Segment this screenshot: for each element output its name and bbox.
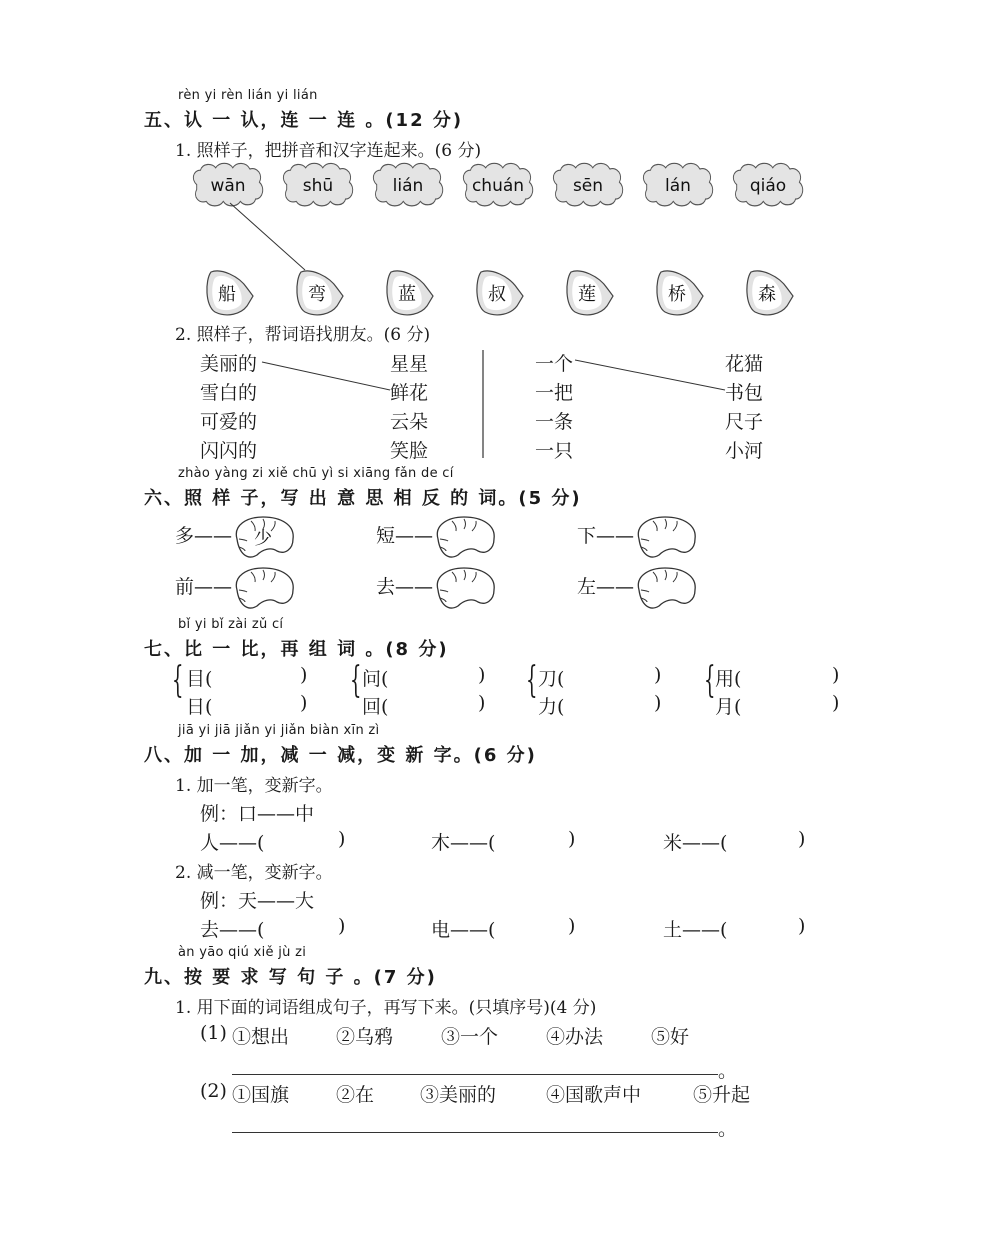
left-col1-item[interactable]: 美丽的 (200, 353, 258, 375)
sentence2-word: ④国歌声中 (546, 1084, 642, 1106)
compare-close: ) (300, 692, 308, 714)
add-stroke-close: ) (798, 828, 806, 850)
sentence1-word: ①想出 (232, 1026, 290, 1048)
right-col2-item[interactable]: 小河 (725, 440, 764, 462)
section6-pinyin: zhào yàng zi xiě chū yì si xiāng fǎn de cí (178, 466, 454, 481)
left-col2-item[interactable]: 笑脸 (390, 440, 429, 462)
left-col1-item[interactable]: 可爱的 (200, 411, 258, 433)
left-col2-item[interactable]: 鲜花 (390, 382, 429, 404)
sentence1-word: ③一个 (441, 1026, 499, 1048)
section9-q1: 1. 用下面的词语组成句子，再写下来。(只填序号)(4 分) (175, 998, 597, 1018)
section7-pinyin: bǐ yi bǐ zài zǔ cí (178, 617, 284, 632)
brace-icon: { (526, 660, 538, 701)
brace-icon: { (172, 660, 184, 701)
pinyin-card-label: qiáo (749, 176, 787, 196)
brace-icon: { (350, 660, 362, 701)
antonym-word: 前—— (175, 576, 233, 598)
antonym-answer: 少 (254, 528, 272, 549)
compare-close: ) (478, 692, 486, 714)
char-card-label: 莲 (578, 284, 596, 305)
add-stroke-item[interactable]: 木——( (431, 832, 496, 854)
compare-char: 力( (538, 696, 565, 718)
sentence1-word: ④办法 (546, 1026, 604, 1048)
sentence1-word: ⑤好 (651, 1026, 690, 1048)
compare-close: ) (832, 692, 840, 714)
sentence2-period: 。 (718, 1118, 738, 1140)
remove-stroke-close: ) (568, 915, 576, 937)
left-col2-item[interactable]: 云朵 (390, 411, 429, 433)
remove-stroke-item[interactable]: 土——( (663, 919, 728, 941)
antonym-item[interactable] (376, 517, 494, 557)
left-col1-item[interactable]: 闪闪的 (200, 440, 258, 462)
shell-icon (638, 568, 695, 608)
compare-close: ) (478, 664, 486, 686)
compare-close: ) (654, 692, 662, 714)
section7-title: 七、比 一 比，再 组 词 。(8 分) (144, 639, 449, 660)
char-card-label: 船 (218, 284, 236, 305)
sentence1-period: 。 (718, 1060, 738, 1082)
compare-char: 刀( (538, 668, 565, 690)
compare-close: ) (832, 664, 840, 686)
section6-title: 六、照 样 子，写 出 意 思 相 反 的 词。(5 分) (144, 488, 582, 509)
left-col2-item[interactable]: 星星 (390, 353, 429, 375)
antonym-item[interactable] (577, 517, 695, 557)
section5-q1: 1. 照样子，把拼音和汉字连起来。(6 分) (175, 141, 482, 161)
right-col2-item[interactable]: 花猫 (725, 353, 764, 375)
section5-pinyin: rèn yi rèn lián yi lián (178, 88, 318, 103)
right-col1-item[interactable]: 一个 (535, 353, 574, 375)
remove-stroke-item[interactable]: 电——( (431, 919, 496, 941)
compare-close: ) (654, 664, 662, 686)
section8-example2: 例：天——大 (200, 890, 315, 912)
add-stroke-item[interactable]: 人——( (200, 832, 265, 854)
section8-example1: 例：口——中 (200, 803, 315, 825)
compare-close: ) (300, 664, 308, 686)
add-stroke-item[interactable]: 米——( (663, 832, 728, 854)
section8-title: 八、加 一 加，减 一 减，变 新 字。(6 分) (144, 745, 537, 766)
section5-title: 五、认 一 认，连 一 连 。(12 分) (144, 110, 464, 131)
char-card-label: 弯 (308, 284, 326, 305)
remove-stroke-close: ) (798, 915, 806, 937)
sentence2-label: (2) (200, 1080, 227, 1102)
sentence1-label: (1) (200, 1022, 227, 1044)
char-card-label: 叔 (488, 284, 506, 305)
right-col2-item[interactable]: 书包 (725, 382, 764, 404)
compare-char: 问( (362, 668, 389, 690)
brace-icon: { (704, 660, 716, 701)
pinyin-card-label: shū (302, 176, 334, 196)
antonym-word: 短—— (376, 525, 434, 547)
section9-pinyin: àn yāo qiú xiě jù zi (178, 945, 307, 960)
compare-char: 日( (186, 696, 213, 718)
section8-pinyin: jiā yi jiā jiǎn yi jiǎn biàn xīn zì (178, 723, 380, 738)
add-stroke-close: ) (568, 828, 576, 850)
sentence1-answer-line[interactable] (232, 1074, 718, 1075)
shell-icon (437, 568, 494, 608)
antonym-word: 下—— (577, 525, 635, 547)
pinyin-card-label: chuán (471, 176, 525, 196)
shell-icon (236, 517, 293, 557)
section5-q2: 2. 照样子，帮词语找朋友。(6 分) (175, 325, 431, 345)
section9-title: 九、按 要 求 写 句 子 。(7 分) (144, 967, 437, 988)
compare-char: 用( (715, 668, 742, 690)
right-col2-item[interactable]: 尺子 (725, 411, 764, 433)
sentence1-word: ②乌鸦 (336, 1026, 394, 1048)
antonym-word: 去—— (376, 576, 434, 598)
pinyin-card-label: sēn (572, 176, 604, 196)
antonym-word: 多—— (175, 525, 233, 547)
char-card-label: 森 (758, 284, 776, 305)
shell-icon (437, 517, 494, 557)
antonym-word: 左—— (577, 576, 635, 598)
shell-icon (638, 517, 695, 557)
pinyin-card-label: lián (392, 176, 424, 196)
sentence2-word: ②在 (336, 1084, 375, 1106)
sentence2-word: ⑤升起 (693, 1084, 751, 1106)
char-card-label: 桥 (668, 284, 686, 305)
section8-q2: 2. 减一笔，变新字。 (175, 863, 333, 883)
right-col1-item[interactable]: 一把 (535, 382, 574, 404)
right-col1-item[interactable]: 一条 (535, 411, 574, 433)
sentence2-word: ①国旗 (232, 1084, 290, 1106)
char-card-label: 蓝 (398, 284, 416, 305)
remove-stroke-item[interactable]: 去——( (200, 919, 265, 941)
remove-stroke-close: ) (338, 915, 346, 937)
add-stroke-close: ) (338, 828, 346, 850)
left-col1-item[interactable]: 雪白的 (200, 382, 258, 404)
compare-char: 回( (362, 696, 389, 718)
sentence2-answer-line[interactable] (232, 1132, 718, 1133)
right-col1-item[interactable]: 一只 (535, 440, 574, 462)
pinyin-card-label: lán (665, 176, 691, 196)
section8-q1: 1. 加一笔，变新字。 (175, 776, 333, 796)
antonym-item[interactable] (175, 568, 293, 608)
compare-char: 月( (715, 696, 742, 718)
pinyin-card-label: wān (210, 176, 246, 196)
antonym-item[interactable] (577, 568, 695, 608)
shell-icon (236, 568, 293, 608)
sentence2-word: ③美丽的 (420, 1084, 497, 1106)
antonym-item[interactable] (175, 517, 293, 557)
compare-char: 目( (186, 668, 213, 690)
antonym-item[interactable] (376, 568, 494, 608)
